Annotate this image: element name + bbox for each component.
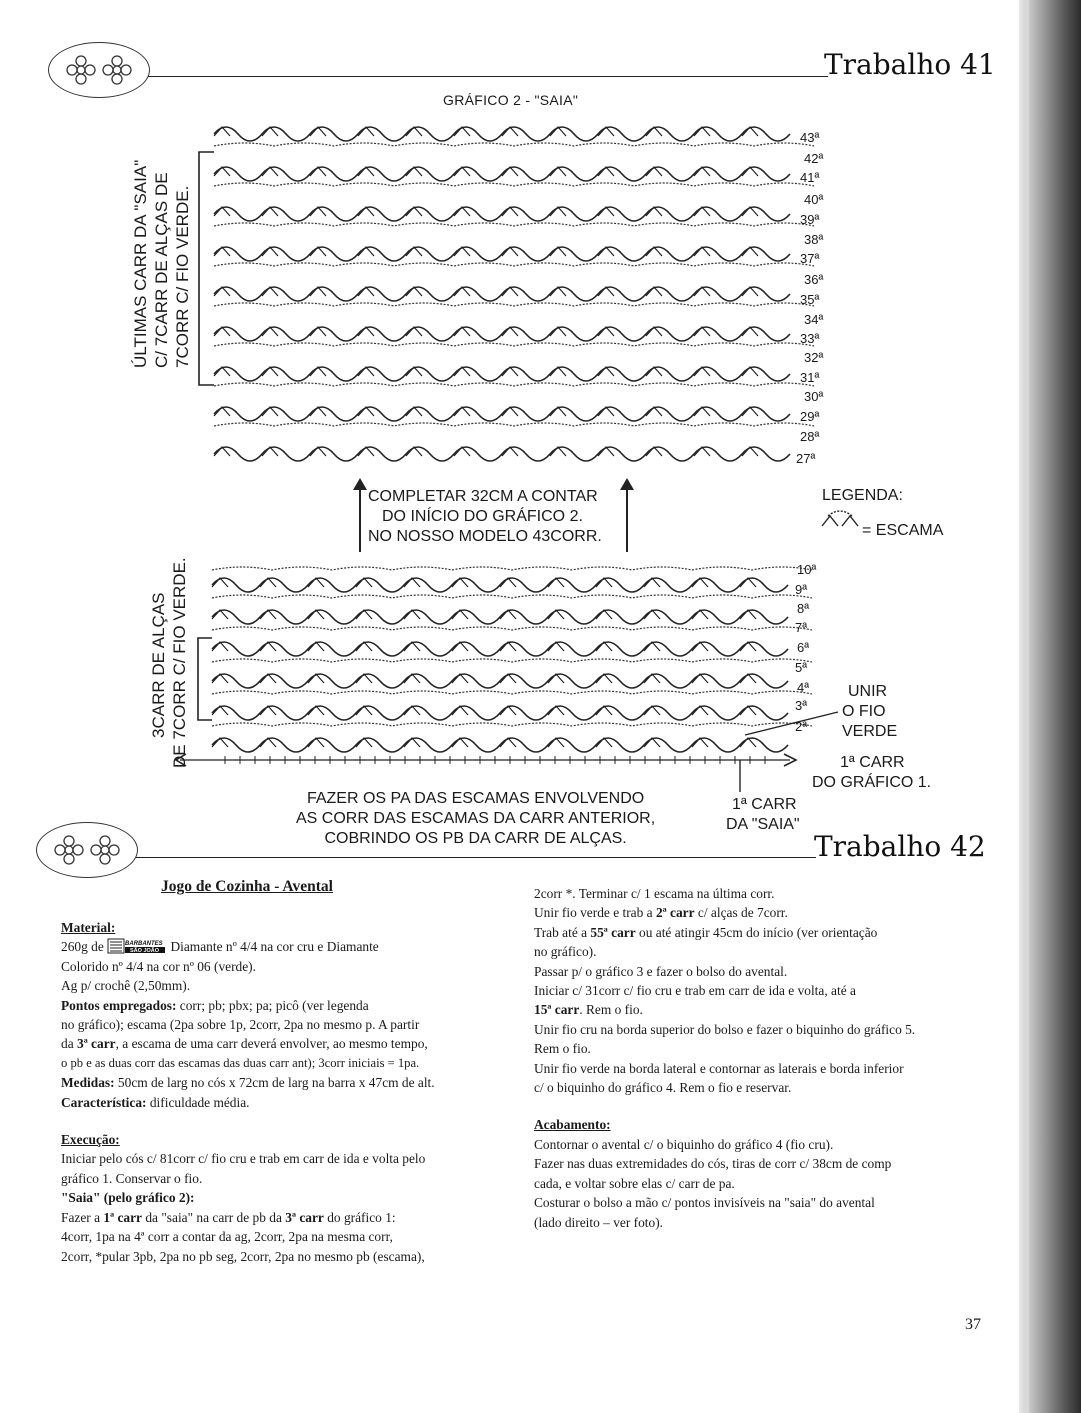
execucao-heading: Execução:	[61, 1132, 120, 1148]
row-label: 2ª	[795, 719, 808, 734]
row-label: 38ª	[804, 232, 824, 247]
right-line: Unir fio verde e trab a 2ª carr c/ alças de 7corr.	[534, 905, 788, 921]
right-line: Rem o fio.	[534, 1041, 591, 1057]
row-label: 36ª	[804, 272, 824, 287]
material-line: Ag p/ crochê (2,50mm).	[61, 978, 191, 994]
partir-line: da 3ª carr, a escama de uma carr deverá envolver, ao mesmo tempo,	[61, 1036, 428, 1052]
right-line: Unir fio cru na borda superior do bolso e fazer o biquinho do gráfico 5.	[534, 1021, 916, 1037]
row-label: 30ª	[804, 389, 824, 404]
medidas-line: Medidas: 50cm de larg no cós x 72cm de larg na barra x 47cm de alt.	[61, 1075, 435, 1091]
acabamento-line: Costurar o bolso a mão c/ pontos invisíveis na "saia" do avental	[534, 1195, 875, 1211]
row-label: 6ª	[797, 640, 810, 655]
saia-line: 2corr, *pular 3pb, 2pa no pb seg, 2corr, 2pa no mesmo pb (escama),	[61, 1248, 425, 1264]
row-label: 40ª	[804, 192, 824, 207]
bottom-note: FAZER OS PA DAS ESCAMAS ENVOLVENDO AS CORR DAS ESCAMAS DA CARR ANTERIOR, COBRINDO OS PB DA CARR DE ALÇAS.	[296, 790, 656, 847]
brand-logo	[107, 938, 167, 953]
pontos-line: Pontos empregados: corr; pb; pbx; pa; picô (ver legenda	[61, 997, 369, 1013]
upper-side-label: ÚLTIMAS CARR DA "SAIA" C/ 7CARR DE ALÇAS DE 7CORR C/ FIO VERDE.	[131, 159, 192, 368]
partir-line: o pb e as duas corr das escamas das duas carr ant); 3corr iniciais = 1pa.	[61, 1055, 420, 1070]
legend-escama: = ESCAMA	[862, 522, 944, 539]
acabamento-line: cada, e voltar sobre elas c/ carr de pa.	[534, 1175, 735, 1191]
lower-side-label: 3CARR DE ALÇAS DE 7CORR C/ FIO VERDE.	[149, 557, 189, 768]
row-label: 37ª	[800, 251, 820, 266]
article-title: Jogo de Cozinha - Avental	[161, 878, 333, 895]
row-label: 29ª	[800, 409, 820, 424]
acabamento-line: Contornar o avental c/ o biquinho do gráfico 4 (fio cru).	[534, 1136, 834, 1152]
row-label: 10ª	[797, 562, 817, 577]
first-row-graph1: 1ª CARR DO GRÁFICO 1.	[812, 754, 932, 791]
flower-ornament-bottom	[36, 822, 138, 878]
trabalho-41-heading: Trabalho 41	[824, 48, 996, 81]
saia-line: Fazer a 1ª carr da "saia" na carr de pb da 3ª carr do gráfico 1:	[61, 1209, 396, 1225]
right-line: Passar p/ o gráfico 3 e fazer o bolso do avental.	[534, 963, 788, 979]
acabamento-line: Fazer nas duas extremidades do cós, tiras de corr c/ 38cm de comp	[534, 1156, 892, 1172]
header-rule-bottom	[136, 857, 816, 858]
row-label: 32ª	[804, 350, 824, 365]
row-label: 43ª	[800, 130, 820, 145]
chart-title: GRÁFICO 2 - "SAIA"	[443, 92, 579, 108]
row-label: 5ª	[795, 660, 808, 675]
row-label: 9ª	[795, 582, 808, 597]
row-label: 3ª	[795, 698, 808, 713]
right-line: 2corr *. Terminar c/ 1 escama na última corr.	[534, 886, 775, 901]
row-label: 41ª	[800, 170, 820, 185]
row-label: 27ª	[796, 451, 816, 466]
row-label: 4ª	[797, 680, 810, 695]
material-line: Colorido nº 4/4 na cor nº 06 (verde).	[61, 958, 256, 974]
saia-heading: "Saia" (pelo gráfico 2):	[61, 1190, 195, 1206]
row-label: 33ª	[800, 331, 820, 346]
acabamento-line: (lado direito – ver foto).	[534, 1214, 664, 1230]
join-green-label: UNIR O FIO VERDE	[842, 683, 898, 740]
flowers-icon	[47, 832, 127, 868]
row-label: 42ª	[804, 151, 824, 166]
brand-top-text: BARBANTES	[125, 941, 163, 948]
right-line: Trab até a 55ª carr ou até atingir 45cm do início (ver orientação	[534, 924, 878, 940]
trabalho-42-heading: Trabalho 42	[814, 830, 986, 863]
right-line: 15ª carr. Rem o fio.	[534, 1002, 643, 1018]
row-label: 34ª	[804, 312, 824, 327]
row-label: 31ª	[800, 370, 820, 385]
saia-line: 4corr, 1pa na 4ª corr a contar da ag, 2corr, 2pa na mesma corr,	[61, 1229, 393, 1245]
right-line: Iniciar c/ 31corr c/ fio cru e trab em carr de ida e volta, até a	[534, 983, 856, 999]
brand-bottom-text: SÃO JOÃO	[130, 948, 160, 955]
page-number: 37	[965, 1316, 981, 1333]
material-heading: Material:	[61, 920, 116, 935]
left-column	[61, 918, 435, 1266]
complete-note: COMPLETAR 32CM A CONTAR DO INÍCIO DO GRÁFICO 2. NO NOSSO MODELO 43CORR.	[368, 488, 602, 545]
right-line: c/ o biquinho do gráfico 4. Rem o fio e reservar.	[534, 1080, 792, 1096]
right-line: Unir fio verde na borda lateral e contornar as laterais e borda inferior	[534, 1060, 904, 1076]
execucao-line: Iniciar pelo cós c/ 81corr c/ fio cru e trab em carr de ida e volta pelo	[61, 1151, 426, 1167]
right-line: no gráfico).	[534, 944, 597, 960]
legend-title: LEGENDA:	[822, 487, 903, 504]
first-row-saia: 1ª CARR DA "SAIA"	[726, 796, 800, 833]
row-label: 39ª	[800, 212, 820, 227]
row-label: 35ª	[800, 292, 820, 307]
row-label: 28ª	[800, 429, 820, 444]
caracteristica-line: Característica: dificuldade média.	[61, 1094, 250, 1110]
row-label: 8ª	[797, 601, 810, 616]
pontos-line: no gráfico); escama (2pa sobre 1p, 2corr, 2pa no mesmo p. A partir	[61, 1017, 420, 1033]
right-column	[534, 884, 915, 1232]
execucao-line: gráfico 1. Conservar o fio.	[61, 1170, 203, 1186]
acabamento-heading: Acabamento:	[534, 1117, 611, 1133]
material-line: 260g de BARBANTES SÃO JOÃO Diamante nº 4/4 na cor cru e Diamante	[61, 939, 379, 955]
row-label: 7ª	[795, 620, 808, 635]
